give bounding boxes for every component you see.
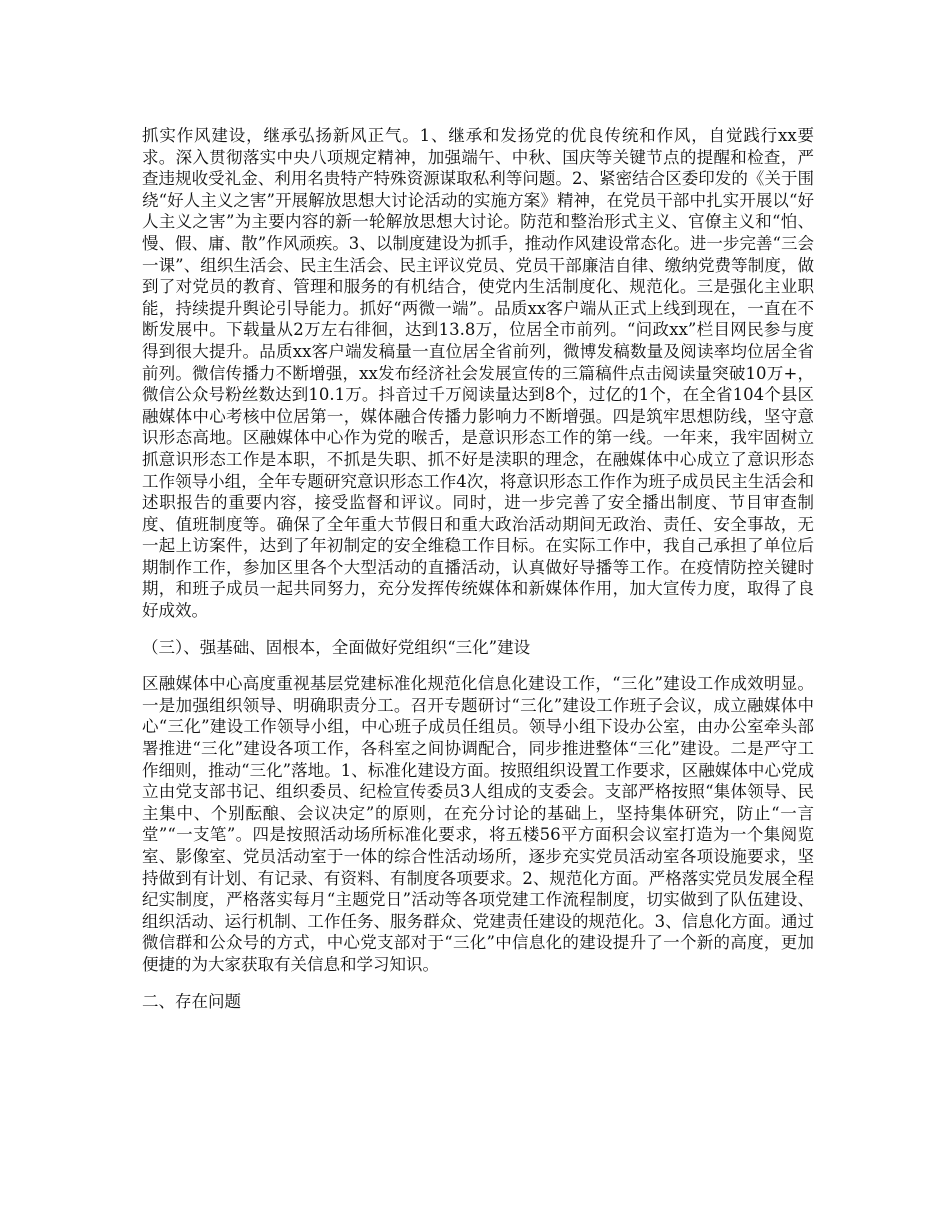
paragraph-work-style: 抓实作风建设，继承弘扬新风正气。1、继承和发扬党的优良传统和作风，自觉践行xx要求。深入贯彻落实中央八项规定精神，加强端午、中秋、国庆等关键节点的提醒和检查，严查违规收受礼金、利用名贵特产特殊资源谋取私利等问题。2、紧密结合区委印发的《关于围绕“好人主义之害”开展解放思想大讨论活动的实施方案》精神，在党员干部中扎实开展以“好人主义之害”为主要内容的新一轮解放思想大讨论。防范和整治形式主义、官僚主义和“怕、慢、假、庸、散”作风顽疾。3、以制度建设为抓手，推动作风建设常态化。进一步完善“三会一课”、组织生活会、民主生活会、民主评议党员、党员干部廉洁自律、缴纳党费等制度，做到了对党员的教育、管理和服务的有机结合，使党内生活制度化、规范化。三是强化主业职能，持续提升舆论引导能力。抓好“两微一端”。品质xx客户端从正式上线到现在，一直在不断发展中。下载量从2万左右徘徊，达到13.8万，位居全市前列。“问政xx”栏目网民参与度得到很大提升。品质xx客户端发稿量一直位居全省前列，微博发稿数量及阅读率均位居全省前列。微信传播力不断增强，xx发布经济社会发展宣传的三篇稿件点击阅读量突破10万+，微信公众号粉丝数达到10.1万。抖音过千万阅读量达到8个，过亿的1个，在全省104个县区融媒体中心考核中位居第一，媒体融合传播力影响力不断增强。四是筑牢思想防线，坚守意识形态高地。区融媒体中心作为党的喉舌，是意识形态工作的第一线。一年来，我牢固树立抓意识形态工作是本职，不抓是失职、抓不好是渎职的理念，在融媒体中心成立了意识形态工作领导小组，全年专题研究意识形态工作4次，将意识形态工作作为班子成员民主生活会和述职报告的重要内容，接受监督和评议。同时，进一步完善了安全播出制度、节目审查制度、值班制度等。确保了全年重大节假日和重大政治活动期间无政治、责任、安全事故，无一起上访案件，达到了年初制定的安全维稳工作目标。在实际工作中，我自己承担了单位后期制作工作，参加区里各个大型活动的直播活动，认真做好导播等工作。在疫情防控关键时期，和班子成员一起共同努力，充分发挥传统媒体和新媒体作用，加大宣传力度，取得了良好成效。 [142, 126, 814, 621]
section-heading-three: （三）、强基础、固根本，全面做好党组织“三化”建设 [142, 637, 531, 657]
paragraph-three-modernizations: 区融媒体中心高度重视基层党建标准化规范化信息化建设工作，“三化”建设工作成效明显。一是加强组织领导、明确职责分工。召开专题研讨“三化”建设工作班子会议，成立融媒体中心“三化”建设工作领导小组，中心班子成员任组员。领导小组下设办公室，由办公室牵头部署推进“三化”建设各项工作，各科室之间协调配合，同步推进整体“三化”建设。二是严守工作细则，推动“三化”落地。1、标准化建设方面。按照组织设置工作要求，区融媒体中心党成立由党支部书记、组织委员、纪检宣传委员3人组成的支委会。支部严格按照“集体领导、民主集中、个别酝酿、会议决定”的原则，在充分讨论的基础上，坚持集体研究，防止“一言堂”“一支笔”。四是按照活动场所标准化要求，将五楼56平方面积会议室打造为一个集阅览室、影像室、党员活动室于一体的综合性活动场所，逐步充实党员活动室各项设施要求，坚持做到有计划、有记录、有资料、有制度各项要求。2、规范化方面。严格落实党员发展全程纪实制度，严格落实每月“主题党日”活动等各项党建工作流程制度，切实做到了队伍建设、组织活动、运行机制、工作任务、服务群众、党建责任建设的规范化。3、信息化方面。通过微信群和公众号的方式，中心党支部对于“三化”中信息化的建设提升了一个新的高度，更加便捷的为大家获取有关信息和学习知识。 [142, 674, 814, 974]
section-heading-problems: 二、存在问题 [142, 991, 241, 1011]
document-page [142, 125, 814, 1027]
